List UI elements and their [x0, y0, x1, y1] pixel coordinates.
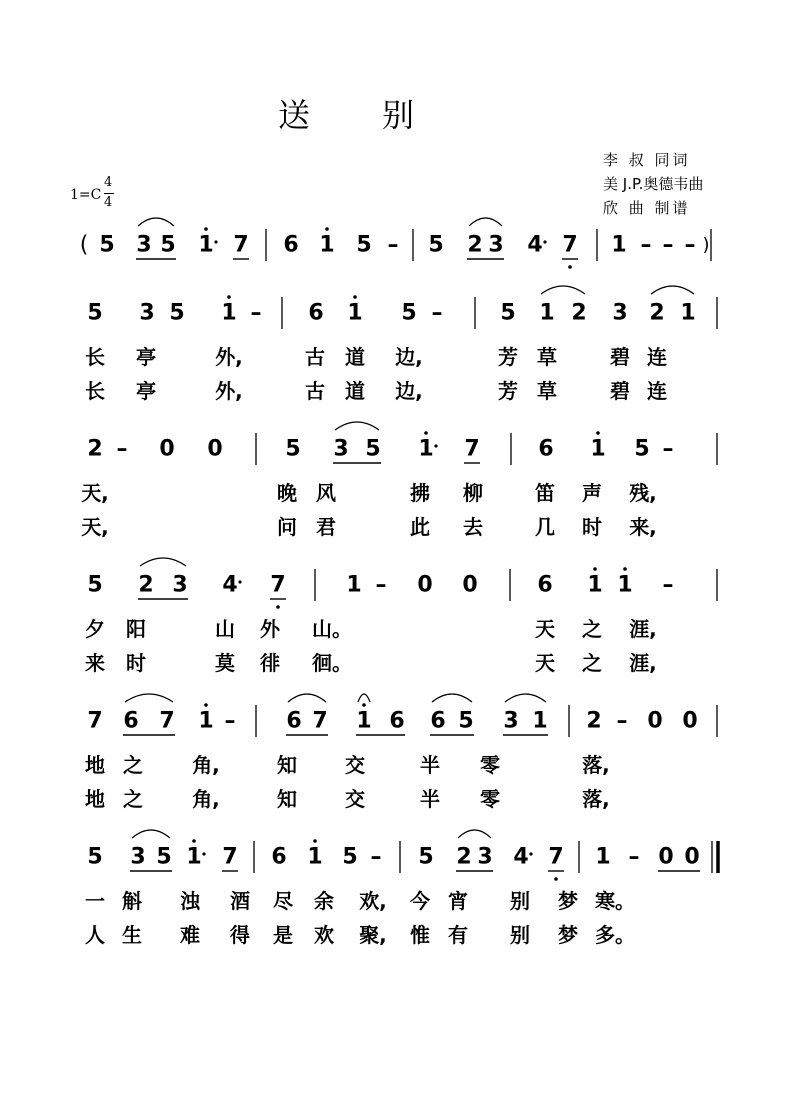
high-octave-dot — [623, 567, 627, 571]
lyric-syllable: 芳 — [498, 345, 518, 369]
lyric-syllable: 柳 — [463, 481, 483, 505]
note: 6 — [430, 708, 446, 734]
lyric-syllable: 落, — [582, 753, 610, 777]
note: 0 — [159, 436, 175, 462]
lyric-syllable: 亭 — [136, 379, 156, 403]
note: 0 — [207, 436, 223, 462]
lyric-syllable: 问 — [277, 515, 297, 539]
lyric-syllable: 零 — [480, 787, 500, 811]
lyric-syllable: 角, — [192, 753, 220, 777]
note: 1 — [356, 708, 372, 734]
time-signature-unit: 4 — [104, 195, 113, 210]
note: 3 — [139, 300, 155, 326]
dash-note: – — [224, 708, 236, 734]
note: 5 — [418, 844, 434, 870]
lyric-syllable: 徘 — [260, 651, 280, 675]
dash-note: – — [250, 300, 262, 326]
note: 1 — [595, 844, 611, 870]
lyric-syllable: 夕 — [85, 617, 105, 641]
lyric-syllable: 草 — [537, 345, 557, 369]
note: 5 — [285, 436, 301, 462]
lyric-syllable: 芳 — [498, 379, 518, 403]
lyric-syllable: 莫 — [215, 651, 235, 675]
lyric-syllable: 地 — [85, 753, 105, 777]
slur-arc — [651, 286, 694, 294]
lyric-syllable: 草 — [537, 379, 557, 403]
lyric-syllable: 斛 — [122, 889, 142, 913]
lyric-syllable: 之 — [582, 651, 602, 675]
song-title-char-1: 送 — [278, 96, 311, 134]
note: 1 — [319, 232, 335, 258]
lyric-syllable: 聚, — [359, 923, 387, 947]
lyric-syllable: 碧 — [610, 379, 630, 403]
lyric-syllable: 别 — [510, 889, 530, 913]
dash-note: – — [684, 232, 696, 258]
lyric-syllable: 梦 — [558, 889, 578, 913]
high-octave-dot — [424, 431, 428, 435]
lyric-syllable: 山 — [215, 617, 235, 641]
note: 5 — [428, 232, 444, 258]
note: 5 — [342, 844, 358, 870]
high-octave-dot — [204, 227, 208, 231]
note: 7 — [548, 844, 564, 870]
note: 1 — [198, 232, 214, 258]
lyric-syllable: 风 — [316, 481, 336, 505]
dash-note: – — [662, 572, 674, 598]
note: 0 — [417, 572, 433, 598]
note: 6 — [538, 436, 554, 462]
dash-note: – — [628, 844, 640, 870]
lyric-syllable: 今 — [410, 889, 430, 913]
lyric-syllable: 知 — [277, 787, 297, 811]
note: 0 — [658, 844, 674, 870]
note: 5 — [458, 708, 474, 734]
note: 5 — [87, 572, 103, 598]
high-octave-dot — [593, 567, 597, 571]
lyric-syllable: 零 — [480, 753, 500, 777]
note: 1 — [186, 844, 202, 870]
lyric-syllable: 来 — [85, 651, 105, 675]
slur-arc — [132, 830, 170, 838]
lyric-syllable: 长 — [85, 379, 105, 403]
note: 1 — [587, 572, 603, 598]
note: 3 — [333, 436, 349, 462]
note: 7 — [312, 708, 328, 734]
note: 7 — [464, 436, 480, 462]
dash-note: – — [640, 232, 652, 258]
lyric-syllable: 晚 — [277, 481, 297, 505]
note: 5 — [87, 300, 103, 326]
note: 1 — [307, 844, 323, 870]
slur-arc — [125, 694, 173, 702]
note: 2 — [467, 232, 483, 258]
lyric-syllable: 徊。 — [312, 651, 352, 675]
close-paren: ) — [702, 234, 710, 256]
dash-note: – — [370, 844, 382, 870]
note: 7 — [159, 708, 175, 734]
note: 7 — [562, 232, 578, 258]
low-octave-dot — [554, 877, 558, 881]
lyric-syllable: 别 — [510, 923, 530, 947]
note: 1 — [611, 232, 627, 258]
low-octave-dot — [568, 265, 572, 269]
note: 1 — [346, 572, 362, 598]
lyric-syllable: 拂 — [410, 481, 430, 505]
note: 3 — [172, 572, 188, 598]
lyric-syllable: 此 — [410, 515, 430, 539]
note: 1 — [617, 572, 633, 598]
note: 4 — [513, 844, 529, 870]
lyric-syllable: 古 — [305, 379, 325, 403]
time-signature-beats: 4 — [104, 175, 113, 190]
open-paren: ( — [79, 232, 89, 258]
lyric-syllable: 欢 — [314, 923, 334, 947]
lyric-syllable: 之 — [123, 787, 143, 811]
lyric-syllable: 边, — [395, 345, 423, 369]
note: 5 — [356, 232, 372, 258]
note: 4 — [527, 232, 543, 258]
lyric-syllable: 天 — [535, 651, 555, 675]
lyric-syllable: 阳 — [126, 617, 146, 641]
note: 6 — [286, 708, 302, 734]
note: 5 — [365, 436, 381, 462]
lyric-syllable: 半 — [420, 787, 440, 811]
note: 5 — [156, 844, 172, 870]
high-octave-dot — [227, 295, 231, 299]
lyric-syllable: 地 — [85, 787, 105, 811]
note: 3 — [488, 232, 504, 258]
lyric-syllable: 天 — [535, 617, 555, 641]
lyric-syllable: 酒 — [230, 889, 250, 913]
lyric-syllable: 生 — [122, 923, 142, 947]
lyric-syllable: 得 — [230, 923, 250, 947]
note: 5 — [160, 232, 176, 258]
note: 0 — [682, 708, 698, 734]
note: 7 — [233, 232, 249, 258]
lyric-syllable: 之 — [582, 617, 602, 641]
slur-arc — [469, 218, 502, 226]
slur-arc — [505, 694, 546, 702]
lyric-syllable: 连 — [647, 379, 667, 403]
augmentation-dot — [529, 852, 532, 855]
high-octave-dot — [353, 295, 357, 299]
high-octave-dot — [313, 839, 317, 843]
high-octave-dot — [192, 839, 196, 843]
lyric-syllable: 几 — [535, 515, 555, 539]
augmentation-dot — [238, 580, 241, 583]
note: 6 — [123, 708, 139, 734]
lyric-syllable: 人 — [85, 923, 105, 947]
lyric-syllable: 余 — [314, 889, 334, 913]
note: 5 — [87, 844, 103, 870]
lyricist-credit: 李 叔 同词 — [603, 151, 691, 169]
note: 2 — [649, 300, 665, 326]
note: 3 — [612, 300, 628, 326]
lyric-syllable: 残, — [629, 481, 657, 505]
note: 5 — [500, 300, 516, 326]
lyric-syllable: 交 — [345, 787, 365, 811]
lyric-syllable: 君 — [316, 515, 336, 539]
lyric-syllable: 惟 — [410, 923, 430, 947]
note: 2 — [456, 844, 472, 870]
slur-arc — [458, 830, 491, 838]
note: 1 — [590, 436, 606, 462]
augmentation-dot — [202, 852, 205, 855]
lyric-syllable: 一 — [85, 889, 105, 913]
slur-arc — [432, 694, 472, 702]
augmentation-dot — [214, 240, 217, 243]
lyric-syllable: 涯, — [629, 651, 657, 675]
note: 3 — [503, 708, 519, 734]
note: 1 — [418, 436, 434, 462]
lyric-syllable: 连 — [647, 345, 667, 369]
dash-note: – — [387, 232, 399, 258]
note: 1 — [539, 300, 555, 326]
lyric-syllable: 角, — [192, 787, 220, 811]
note: 1 — [680, 300, 696, 326]
lyric-syllable: 时 — [582, 515, 602, 539]
note: 3 — [477, 844, 493, 870]
lyric-syllable: 欢, — [359, 889, 387, 913]
lyric-syllable: 外, — [215, 345, 243, 369]
dash-note: – — [662, 436, 674, 462]
lyric-syllable: 道 — [345, 345, 365, 369]
note: 7 — [222, 844, 238, 870]
note: 4 — [222, 572, 238, 598]
note: 5 — [634, 436, 650, 462]
lyric-syllable: 去 — [463, 515, 483, 539]
high-octave-dot — [596, 431, 600, 435]
lyric-syllable: 落, — [582, 787, 610, 811]
note: 6 — [389, 708, 405, 734]
high-octave-dot — [204, 703, 208, 707]
lyric-syllable: 多。 — [595, 923, 635, 947]
note: 0 — [647, 708, 663, 734]
composer-credit: 美 J.P.奥德韦曲 — [603, 175, 704, 193]
lyric-syllable: 知 — [277, 753, 297, 777]
slur-arc — [138, 218, 174, 226]
lyric-syllable: 亭 — [136, 345, 156, 369]
lyric-syllable: 尽 — [273, 889, 293, 913]
augmentation-dot — [543, 240, 546, 243]
lyric-syllable: 声 — [582, 481, 602, 505]
lyric-syllable: 碧 — [610, 345, 630, 369]
note: 3 — [130, 844, 146, 870]
lyric-syllable: 边, — [395, 379, 423, 403]
note: 1 — [532, 708, 548, 734]
dash-note: – — [375, 572, 387, 598]
note: 6 — [271, 844, 287, 870]
lyric-syllable: 外, — [215, 379, 243, 403]
note: 5 — [99, 232, 115, 258]
song-title-char-2: 别 — [382, 96, 415, 134]
lyric-syllable: 之 — [123, 753, 143, 777]
note: 7 — [270, 572, 286, 598]
lyric-syllable: 时 — [126, 651, 146, 675]
note: 2 — [138, 572, 154, 598]
lyric-syllable: 涯, — [629, 617, 657, 641]
lyric-syllable: 长 — [85, 345, 105, 369]
note: 1 — [221, 300, 237, 326]
note: 6 — [283, 232, 299, 258]
lyric-syllable: 难 — [180, 923, 200, 947]
lyric-syllable: 山。 — [312, 617, 352, 641]
lyric-syllable: 半 — [420, 753, 440, 777]
low-octave-dot — [276, 605, 280, 609]
lyric-syllable: 来, — [629, 515, 657, 539]
note: 6 — [308, 300, 324, 326]
note: 2 — [586, 708, 602, 734]
lyric-syllable: 外 — [260, 617, 280, 641]
slur-arc — [541, 286, 585, 294]
high-octave-dot — [362, 703, 366, 707]
lyric-syllable: 有 — [448, 923, 468, 947]
note: 0 — [684, 844, 700, 870]
lyric-syllable: 天, — [81, 481, 109, 505]
note: 7 — [87, 708, 103, 734]
high-octave-dot — [325, 227, 329, 231]
dash-note: – — [662, 232, 674, 258]
lyric-syllable: 道 — [345, 379, 365, 403]
lyric-syllable: 天, — [81, 515, 109, 539]
lyric-syllable: 笛 — [535, 481, 555, 505]
note: 6 — [537, 572, 553, 598]
lyric-syllable: 是 — [273, 923, 293, 947]
arranger-credit: 欣 曲 制谱 — [603, 199, 691, 217]
note: 1 — [347, 300, 363, 326]
note: 2 — [87, 436, 103, 462]
dash-note: – — [616, 708, 628, 734]
note: 2 — [571, 300, 587, 326]
note: 3 — [136, 232, 152, 258]
lyric-syllable: 交 — [345, 753, 365, 777]
lyric-syllable: 古 — [305, 345, 325, 369]
slur-arc — [140, 558, 186, 566]
lyric-syllable: 梦 — [558, 923, 578, 947]
dash-note: – — [116, 436, 128, 462]
slur-arc — [335, 422, 379, 430]
note: 5 — [169, 300, 185, 326]
key-signature: 1=C — [70, 187, 102, 203]
note: 1 — [198, 708, 214, 734]
slur-arc — [288, 694, 326, 702]
slur-arc — [358, 694, 370, 702]
note: 5 — [401, 300, 417, 326]
note: 0 — [462, 572, 478, 598]
lyric-syllable: 浊 — [180, 889, 200, 913]
lyric-syllable: 宵 — [448, 889, 468, 913]
dash-note: – — [431, 300, 443, 326]
augmentation-dot — [434, 444, 437, 447]
lyric-syllable: 寒。 — [595, 889, 635, 913]
